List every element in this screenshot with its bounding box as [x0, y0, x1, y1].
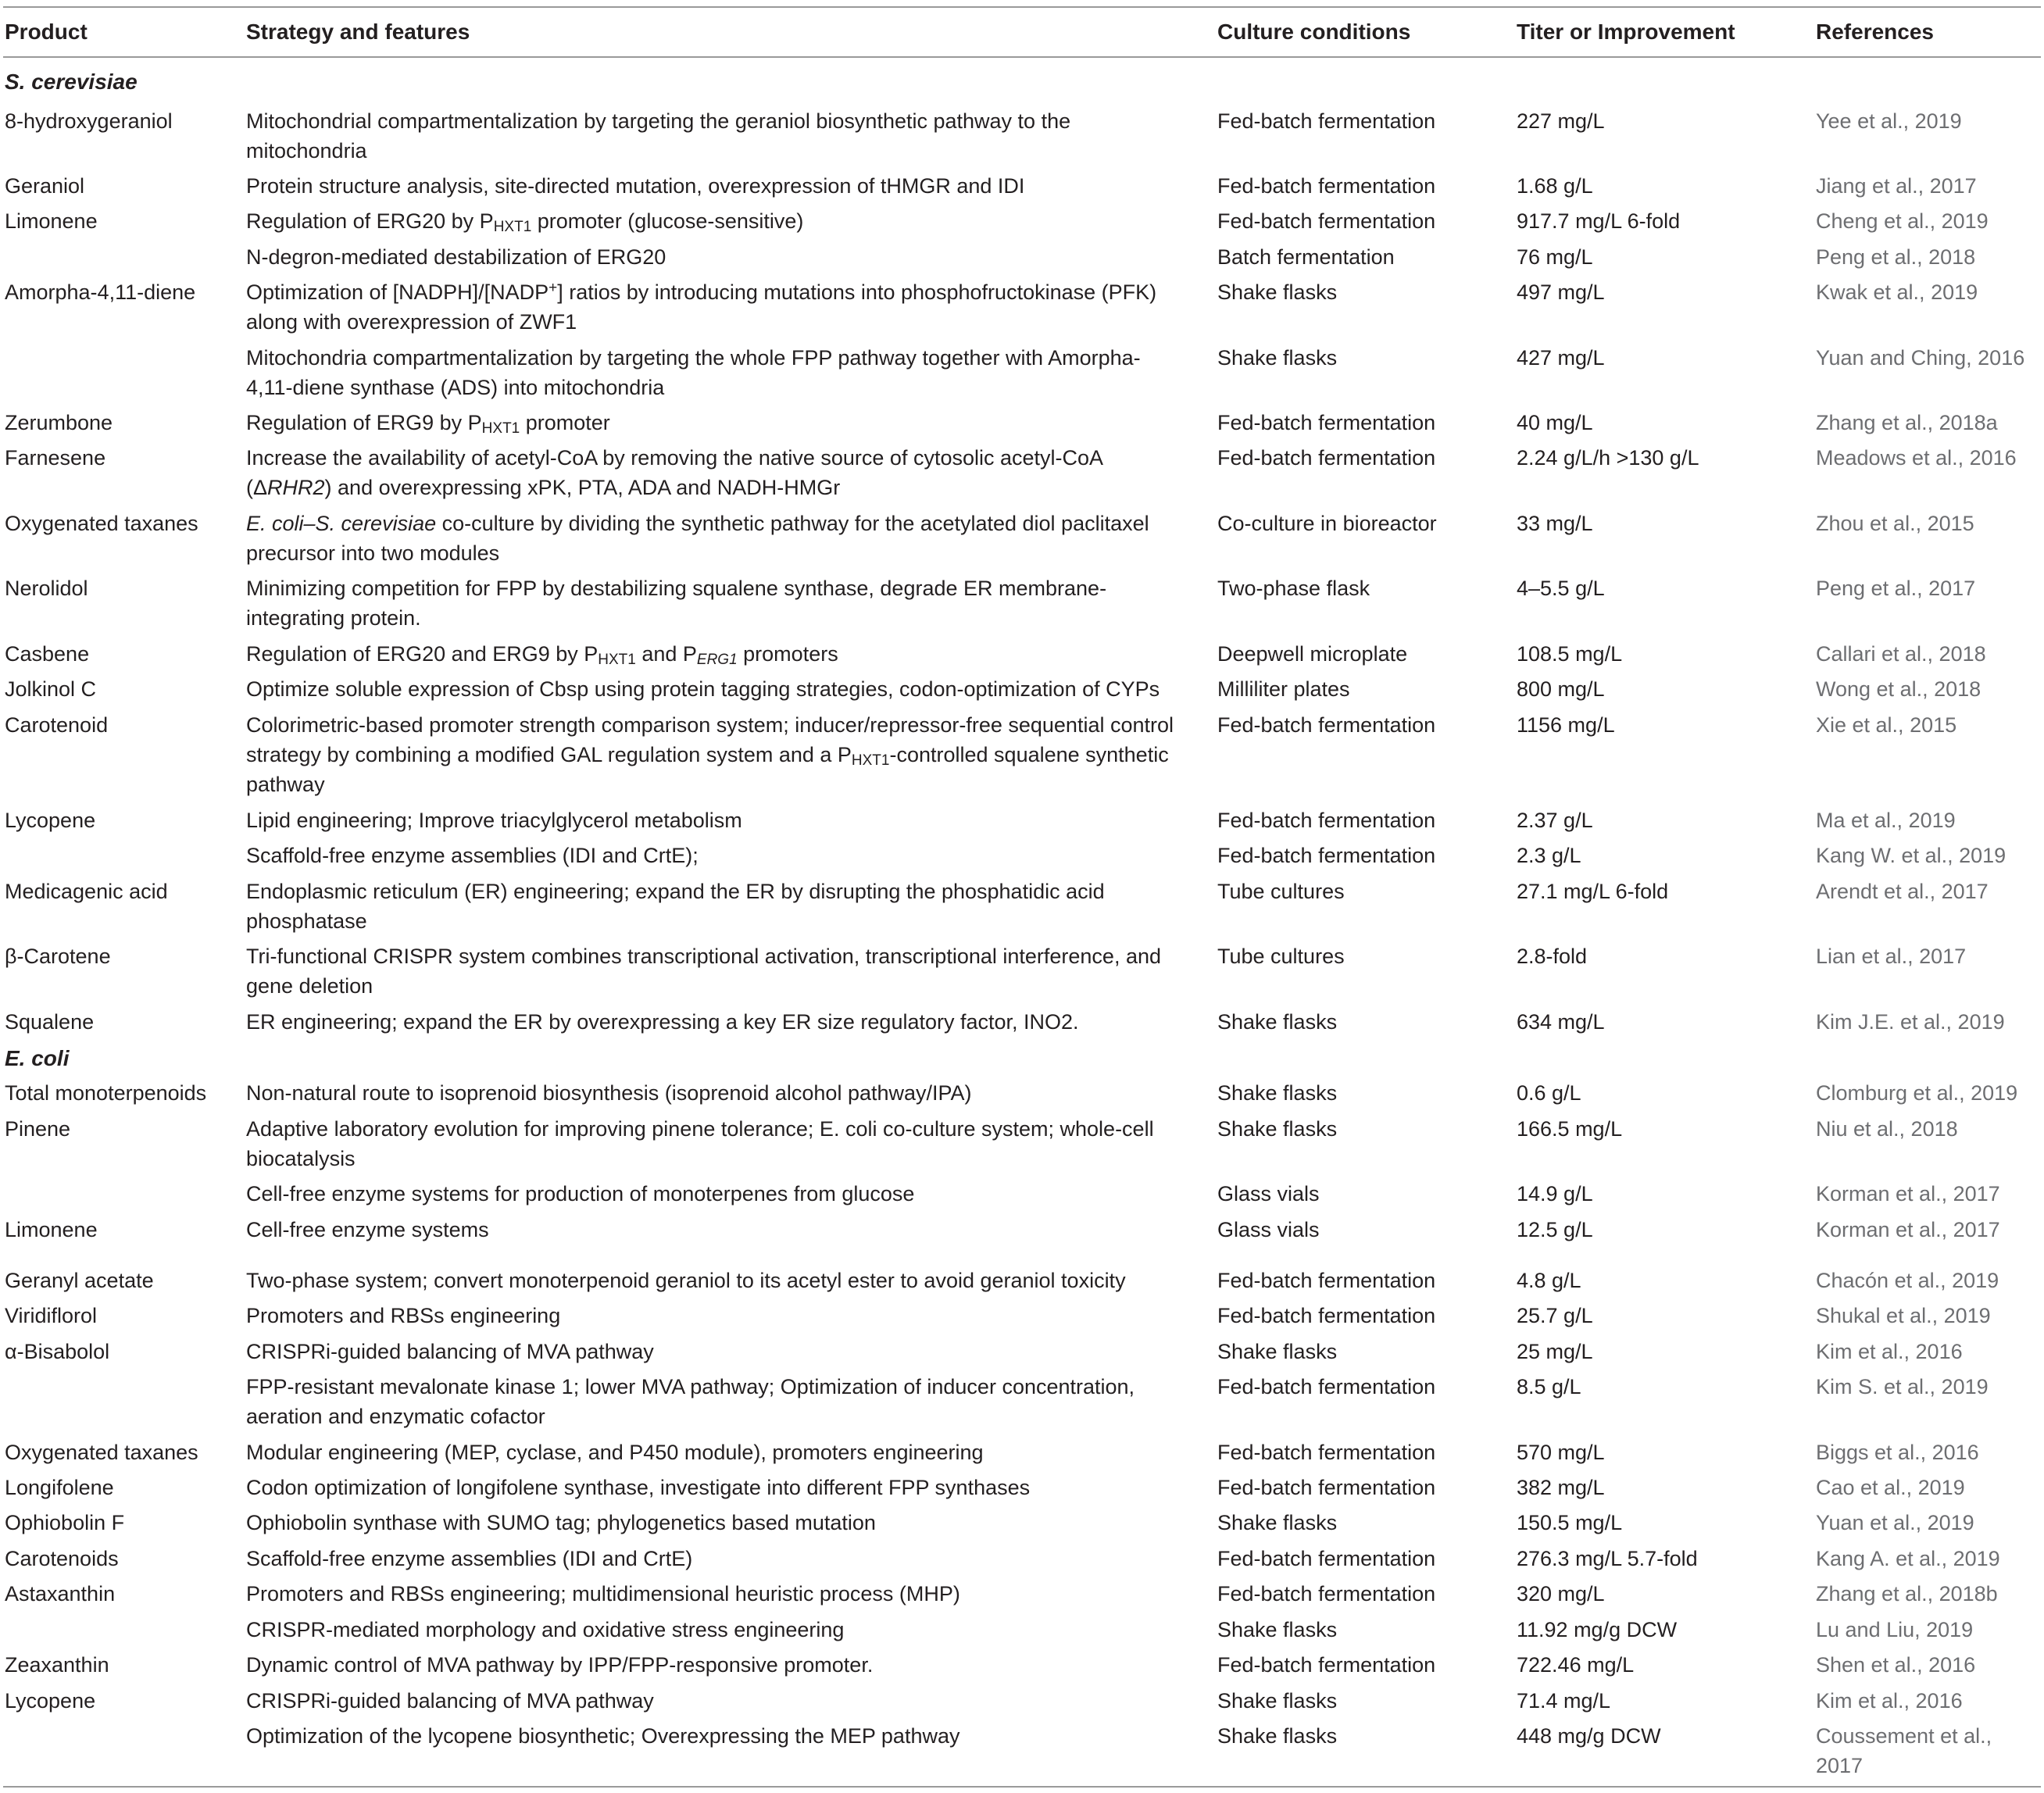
strategy-cell: Cell-free enzyme systems: [246, 1218, 489, 1241]
reference-cell: Kim et al., 2016: [1816, 1689, 1963, 1713]
reference-cell: Yuan and Ching, 2016: [1816, 346, 2025, 370]
reference-cell: Clomburg et al., 2019: [1816, 1081, 2018, 1105]
reference-cell: Niu et al., 2018: [1816, 1117, 1958, 1141]
titer-cell: 917.7 mg/L 6-fold: [1517, 209, 1681, 233]
titer-cell: 1156 mg/L: [1517, 713, 1615, 737]
reference-cell: Zhang et al., 2018a: [1816, 411, 1998, 434]
culture-cell: Fed-batch fermentation: [1217, 411, 1436, 434]
product-cell: Farnesene: [5, 446, 106, 470]
titer-cell: 2.37 g/L: [1517, 809, 1593, 832]
culture-cell: Shake flasks: [1217, 1689, 1338, 1713]
strategy-cell: Scaffold-free enzyme assemblies (IDI and CrtE);: [246, 844, 699, 867]
product-cell: 8-hydroxygeraniol: [5, 109, 173, 133]
culture-cell: Fed-batch fermentation: [1217, 174, 1436, 198]
reference-cell: Shukal et al., 2019: [1816, 1304, 1991, 1327]
culture-cell: Fed-batch fermentation: [1217, 446, 1436, 470]
strategy-cell: Optimization of the lycopene biosynthetic; Overexpressing the MEP pathway: [246, 1724, 960, 1748]
strategy-cell: Scaffold-free enzyme assemblies (IDI and CrtE): [246, 1547, 693, 1570]
reference-cell: Yee et al., 2019: [1816, 109, 1962, 133]
strategy-cell: Modular engineering (MEP, cyclase, and P450 module), promoters engineering: [246, 1441, 984, 1464]
reference-cell: Chacón et al., 2019: [1816, 1269, 1999, 1292]
strategy-cell: Regulation of ERG20 and ERG9 by $P_{HXT1}$ and $P_{ERG1}$ promoters: [246, 642, 838, 668]
culture-cell: Shake flasks: [1217, 1511, 1338, 1534]
titer-cell: 382 mg/L: [1517, 1476, 1605, 1499]
product-cell: β-Carotene: [5, 945, 111, 968]
product-cell: Limonene: [5, 1218, 98, 1241]
culture-cell: Fed-batch fermentation: [1217, 809, 1436, 832]
titer-cell: 25 mg/L: [1517, 1340, 1593, 1363]
culture-cell: Shake flasks: [1217, 1724, 1338, 1748]
product-cell: Squalene: [5, 1010, 95, 1034]
strategy-cell: FPP-resistant mevalonate kinase 1; lower MVA pathway; Optimization of inducer concentration, aeration and enzymatic cofactor: [246, 1375, 1135, 1428]
titer-cell: 25.7 g/L: [1517, 1304, 1593, 1327]
culture-cell: Glass vials: [1217, 1182, 1320, 1205]
header-product: Product: [5, 20, 88, 44]
strategy-cell: Optimization of [NADPH]/[NADP+] ratios by introducing mutations into phosphofructokinase (PFK) along with overexpression of ZWF1: [246, 280, 1157, 334]
strategy-cell: Mitochondria compartmentalization by targeting the whole FPP pathway together with Amorpha-4,11-diene synthase (ADS) into mitochondria: [246, 346, 1141, 399]
reference-cell: Korman et al., 2017: [1816, 1182, 2000, 1205]
reference-cell: Lu and Liu, 2019: [1816, 1618, 1974, 1641]
reference-cell: Meadows et al., 2016: [1816, 446, 2017, 470]
culture-cell: Fed-batch fermentation: [1217, 713, 1436, 737]
titer-cell: 27.1 mg/L 6-fold: [1517, 880, 1669, 903]
reference-cell: Ma et al., 2019: [1816, 809, 1956, 832]
titer-cell: 497 mg/L: [1517, 280, 1605, 304]
reference-cell: Zhang et al., 2018b: [1816, 1582, 1998, 1605]
titer-cell: 76 mg/L: [1517, 245, 1593, 269]
culture-cell: Tube cultures: [1217, 945, 1345, 968]
strategy-cell: Tri-functional CRISPR system combines transcriptional activation, transcriptional interference, and gene deletion: [246, 945, 1161, 998]
titer-cell: 1.68 g/L: [1517, 174, 1593, 198]
product-cell: Oxygenated taxanes: [5, 512, 198, 535]
culture-cell: Fed-batch fermentation: [1217, 1476, 1436, 1499]
titer-cell: 150.5 mg/L: [1517, 1511, 1623, 1534]
culture-cell: Fed-batch fermentation: [1217, 1304, 1436, 1327]
strategy-cell: CRISPR-mediated morphology and oxidative stress engineering: [246, 1618, 845, 1641]
strategy-cell: ER engineering; expand the ER by overexpressing a key ER size regulatory factor, INO2.: [246, 1010, 1079, 1034]
titer-cell: 722.46 mg/L: [1517, 1653, 1635, 1677]
product-cell: Limonene: [5, 209, 98, 233]
product-cell: Lycopene: [5, 809, 96, 832]
header-strategy: Strategy and features: [246, 20, 470, 44]
strategy-cell: Promoters and RBSs engineering; multidimensional heuristic process (MHP): [246, 1582, 960, 1605]
titer-cell: 166.5 mg/L: [1517, 1117, 1623, 1141]
titer-cell: 8.5 g/L: [1517, 1375, 1581, 1398]
culture-cell: Fed-batch fermentation: [1217, 1269, 1436, 1292]
product-cell: Total monoterpenoids: [5, 1081, 207, 1105]
product-cell: Nerolidol: [5, 577, 88, 600]
product-cell: Longifolene: [5, 1476, 114, 1499]
reference-cell: Lian et al., 2017: [1816, 945, 1967, 968]
reference-cell: Kwak et al., 2019: [1816, 280, 1978, 304]
strategy-cell: Dynamic control of MVA pathway by IPP/FPP-responsive promoter.: [246, 1653, 874, 1677]
product-cell: Astaxanthin: [5, 1582, 116, 1605]
reference-cell: Arendt et al., 2017: [1816, 880, 1989, 903]
product-cell: Geranyl acetate: [5, 1269, 154, 1292]
strategy-cell: Protein structure analysis, site-directed mutation, overexpression of tHMGR and IDI: [246, 174, 1025, 198]
product-cell: Lycopene: [5, 1689, 96, 1713]
reference-cell: Kang A. et al., 2019: [1816, 1547, 2000, 1570]
product-cell: Amorpha-4,11-diene: [5, 280, 196, 304]
titer-cell: 12.5 g/L: [1517, 1218, 1593, 1241]
product-cell: Carotenoid: [5, 713, 109, 737]
strategy-cell: Minimizing competition for FPP by destabilizing squalene synthase, degrade ER membrane-integrating protein.: [246, 577, 1107, 630]
reference-cell: Cheng et al., 2019: [1816, 209, 1989, 233]
titer-cell: 14.9 g/L: [1517, 1182, 1593, 1205]
reference-cell: Wong et al., 2018: [1816, 677, 1981, 701]
culture-cell: Fed-batch fermentation: [1217, 1547, 1436, 1570]
strategy-cell: Colorimetric-based promoter strength comparison system; inducer/repressor-free sequential control strategy by combining a modified GAL regulation system and a $P_{HXT1}$-controlled squalene synthetic pathway: [246, 713, 1174, 796]
titer-cell: 570 mg/L: [1517, 1441, 1605, 1464]
titer-cell: 11.92 mg/g DCW: [1517, 1618, 1678, 1641]
product-cell: Pinene: [5, 1117, 71, 1141]
strategy-cell: N-degron-mediated destabilization of ERG20: [246, 245, 666, 269]
reference-cell: Callari et al., 2018: [1816, 642, 1986, 666]
strategy-cell: Regulation of ERG9 by $P_{HXT1}$ promoter: [246, 411, 610, 437]
product-cell: Zeaxanthin: [5, 1653, 109, 1677]
titer-cell: 108.5 mg/L: [1517, 642, 1623, 666]
culture-cell: Shake flasks: [1217, 1010, 1338, 1034]
strategy-cell: Codon optimization of longifolene synthase, investigate into different FPP synthases: [246, 1476, 1031, 1499]
culture-cell: Two-phase flask: [1217, 577, 1370, 600]
strategy-cell: Optimize soluble expression of Cbsp using protein tagging strategies, codon-optimization of CYPs: [246, 677, 1160, 701]
titer-cell: 71.4 mg/L: [1517, 1689, 1611, 1713]
strategy-cell: Non-natural route to isoprenoid biosynthesis (isoprenoid alcohol pathway/IPA): [246, 1081, 972, 1105]
section-label: S. cerevisiae: [5, 70, 138, 94]
strategy-cell: Endoplasmic reticulum (ER) engineering; expand the ER by disrupting the phosphatidic acid phosphatase: [246, 880, 1105, 933]
titer-cell: 2.3 g/L: [1517, 844, 1581, 867]
reference-cell: Biggs et al., 2016: [1816, 1441, 1979, 1464]
reference-cell: Kang W. et al., 2019: [1816, 844, 2006, 867]
strategy-cell: Increase the availability of acetyl-CoA by removing the native source of cytosolic acetyl-CoA (ΔRHR2) and overexpressing xPK, PTA, ADA and NADH-HMGr: [246, 446, 1102, 499]
culture-cell: Milliliter plates: [1217, 677, 1350, 701]
bottom-rule: [3, 1786, 2041, 1788]
product-cell: Zerumbone: [5, 411, 113, 434]
titer-cell: 276.3 mg/L 5.7-fold: [1517, 1547, 1698, 1570]
culture-cell: Fed-batch fermentation: [1217, 1441, 1436, 1464]
strategy-cell: Lipid engineering; Improve triacylglycerol metabolism: [246, 809, 742, 832]
culture-cell: Co-culture in bioreactor: [1217, 512, 1437, 535]
culture-cell: Deepwell microplate: [1217, 642, 1408, 666]
titer-cell: 4–5.5 g/L: [1517, 577, 1605, 600]
reference-cell: Jiang et al., 2017: [1816, 174, 1977, 198]
titer-cell: 2.24 g/L/h >130 g/L: [1517, 446, 1699, 470]
reference-cell: Kim S. et al., 2019: [1816, 1375, 1989, 1398]
titer-cell: 800 mg/L: [1517, 677, 1605, 701]
culture-cell: Tube cultures: [1217, 880, 1345, 903]
product-cell: Geraniol: [5, 174, 85, 198]
header-rule: [3, 56, 2041, 58]
header-references: References: [1816, 20, 1934, 44]
culture-cell: Fed-batch fermentation: [1217, 844, 1436, 867]
culture-cell: Shake flasks: [1217, 346, 1338, 370]
strategy-cell: Cell-free enzyme systems for production of monoterpenes from glucose: [246, 1182, 915, 1205]
culture-cell: Shake flasks: [1217, 280, 1338, 304]
product-cell: Carotenoids: [5, 1547, 119, 1570]
reference-cell: Xie et al., 2015: [1816, 713, 1957, 737]
header-titer: Titer or Improvement: [1517, 20, 1735, 44]
reference-cell: Coussement et al., 2017: [1816, 1724, 1992, 1777]
culture-cell: Fed-batch fermentation: [1217, 109, 1436, 133]
product-cell: Viridiflorol: [5, 1304, 98, 1327]
culture-cell: Shake flasks: [1217, 1081, 1338, 1105]
product-cell: α-Bisabolol: [5, 1340, 110, 1363]
titer-cell: 0.6 g/L: [1517, 1081, 1581, 1105]
reference-cell: Zhou et al., 2015: [1816, 512, 1974, 535]
culture-cell: Fed-batch fermentation: [1217, 1375, 1436, 1398]
culture-cell: Shake flasks: [1217, 1340, 1338, 1363]
culture-cell: Fed-batch fermentation: [1217, 209, 1436, 233]
strategy-cell: Ophiobolin synthase with SUMO tag; phylogenetics based mutation: [246, 1511, 876, 1534]
reference-cell: Peng et al., 2017: [1816, 577, 1976, 600]
product-cell: Ophiobolin F: [5, 1511, 125, 1534]
top-rule: [3, 6, 2041, 8]
reference-cell: Korman et al., 2017: [1816, 1218, 2000, 1241]
product-cell: Casbene: [5, 642, 90, 666]
strategy-cell: E. coli–S. cerevisiae co-culture by dividing the synthetic pathway for the acetylated diol paclitaxel precursor into two modules: [246, 512, 1149, 565]
titer-cell: 427 mg/L: [1517, 346, 1605, 370]
culture-cell: Fed-batch fermentation: [1217, 1653, 1436, 1677]
titer-cell: 40 mg/L: [1517, 411, 1593, 434]
culture-cell: Fed-batch fermentation: [1217, 1582, 1436, 1605]
titer-cell: 2.8-fold: [1517, 945, 1588, 968]
product-cell: Jolkinol C: [5, 677, 97, 701]
reference-cell: Shen et al., 2016: [1816, 1653, 1976, 1677]
titer-cell: 33 mg/L: [1517, 512, 1593, 535]
strategy-cell: Adaptive laboratory evolution for improving pinene tolerance; E. coli co-culture system; whole-cell biocatalysis: [246, 1117, 1154, 1170]
culture-cell: Shake flasks: [1217, 1618, 1338, 1641]
reference-cell: Kim J.E. et al., 2019: [1816, 1010, 2005, 1034]
strategy-cell: Regulation of ERG20 by $P_{HXT1}$ promoter (glucose-sensitive): [246, 209, 804, 235]
reference-cell: Yuan et al., 2019: [1816, 1511, 1974, 1534]
titer-cell: 227 mg/L: [1517, 109, 1605, 133]
reference-cell: Peng et al., 2018: [1816, 245, 1976, 269]
reference-cell: Cao et al., 2019: [1816, 1476, 1965, 1499]
reference-cell: Kim et al., 2016: [1816, 1340, 1963, 1363]
product-cell: Medicagenic acid: [5, 880, 168, 903]
section-label: E. coli: [5, 1046, 70, 1070]
titer-cell: 4.8 g/L: [1517, 1269, 1581, 1292]
strategy-cell: Two-phase system; convert monoterpenoid geraniol to its acetyl ester to avoid geraniol toxicity: [246, 1269, 1126, 1292]
strategy-cell: Promoters and RBSs engineering: [246, 1304, 561, 1327]
strategy-cell: Mitochondrial compartmentalization by targeting the geraniol biosynthetic pathway to the mitochondria: [246, 109, 1071, 163]
header-culture: Culture conditions: [1217, 20, 1411, 44]
strategy-cell: CRISPRi-guided balancing of MVA pathway: [246, 1689, 654, 1713]
culture-cell: Batch fermentation: [1217, 245, 1395, 269]
culture-cell: Glass vials: [1217, 1218, 1320, 1241]
titer-cell: 320 mg/L: [1517, 1582, 1605, 1605]
strategy-cell: CRISPRi-guided balancing of MVA pathway: [246, 1340, 654, 1363]
product-cell: Oxygenated taxanes: [5, 1441, 198, 1464]
titer-cell: 448 mg/g DCW: [1517, 1724, 1661, 1748]
culture-cell: Shake flasks: [1217, 1117, 1338, 1141]
titer-cell: 634 mg/L: [1517, 1010, 1605, 1034]
